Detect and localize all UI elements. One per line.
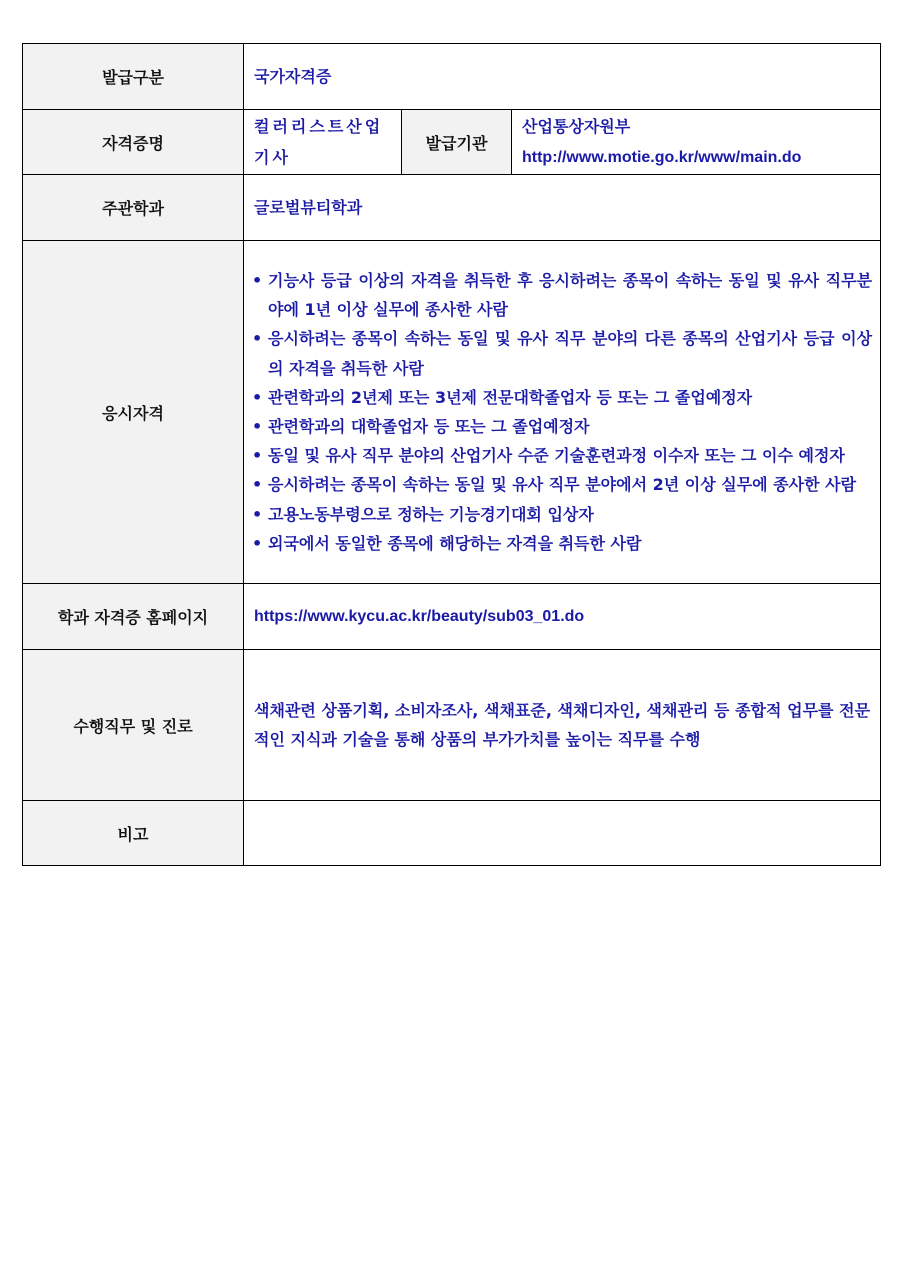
- row-cert-name: [23, 110, 881, 175]
- row-qualification: [23, 241, 881, 584]
- issuer-label: 발급기관: [402, 110, 512, 175]
- homepage-label: 학과 자격증 홈페이지: [23, 584, 244, 650]
- list-item: • 관련학과의 2년제 또는 3년제 전문대학졸업자 등 또는 그 졸업예정자: [250, 383, 872, 412]
- bullet-icon: •: [252, 417, 263, 436]
- bullet-icon: •: [252, 387, 263, 407]
- issuer-name: 산업통상자원부: [522, 117, 631, 136]
- remarks-label: 비고: [23, 801, 244, 866]
- row-remarks: [23, 801, 881, 866]
- bullet-icon: •: [252, 446, 263, 466]
- qualification-label: 응시자격: [23, 241, 244, 584]
- department-label: 주관학과: [23, 175, 244, 241]
- qualification-cell: [244, 241, 881, 584]
- issue-type-label: 발급구분: [23, 44, 244, 110]
- department-value: 글로벌뷰티학과: [244, 175, 881, 241]
- duty-value: [244, 650, 881, 801]
- list-item: • 기능사 등급 이상의 자격을 취득한 후 응시하려는 종목이 속하는 동일 및 유사 직무분야에 1년 이상 실무에 종사한 사람: [250, 266, 872, 324]
- list-item: • 응시하려는 종목이 속하는 동일 및 유사 직무 분야에서 2년 이상 실무에 종사한 사람: [250, 470, 872, 499]
- cert-name-value: 컬러리스트산업기사: [244, 110, 402, 175]
- homepage-link[interactable]: https://www.kycu.ac.kr/beauty/sub03_01.do: [244, 584, 881, 650]
- issue-type-value: 국가자격증: [244, 44, 881, 110]
- row-issue-type: [23, 44, 881, 110]
- list-item: • 외국에서 동일한 종목에 해당하는 자격을 취득한 사람: [250, 529, 872, 558]
- list-item: • 응시하려는 종목이 속하는 동일 및 유사 직무 분야의 다른 종목의 산업기사 등급 이상의 자격을 취득한 사람: [250, 324, 872, 382]
- cert-name-label: 자격증명: [23, 110, 244, 175]
- certificate-info-table: [22, 43, 881, 866]
- row-department: [23, 175, 881, 241]
- bullet-icon: •: [252, 533, 263, 553]
- list-item: • 관련학과의 대학졸업자 등 또는 그 졸업예정자: [250, 412, 872, 441]
- bullet-icon: •: [252, 475, 263, 495]
- list-item: • 동일 및 유사 직무 분야의 산업기사 수준 기술훈련과정 이수자 또는 그 이수 예정자: [250, 441, 872, 470]
- bullet-icon: •: [252, 270, 263, 290]
- remarks-value: [244, 801, 881, 866]
- list-item: • 고용노동부령으로 정하는 기능경기대회 입상자: [250, 500, 872, 529]
- bullet-icon: •: [252, 329, 263, 349]
- row-homepage: [23, 584, 881, 650]
- duty-label: 수행직무 및 진로: [23, 650, 244, 801]
- row-duty: [23, 650, 881, 801]
- issuer-url-link[interactable]: http://www.motie.go.kr/www/main.do: [522, 149, 802, 166]
- issuer-cell: [512, 110, 881, 175]
- duty-text: 색채관련 상품기획, 소비자조사, 색채표준, 색채디자인, 색채관리 등 종합적 업무를 전문적인 지식과 기술을 통해 상품의 부가가치를 높이는 직무를 수행: [254, 701, 871, 749]
- bullet-icon: •: [252, 504, 263, 524]
- qualification-list: [250, 266, 872, 558]
